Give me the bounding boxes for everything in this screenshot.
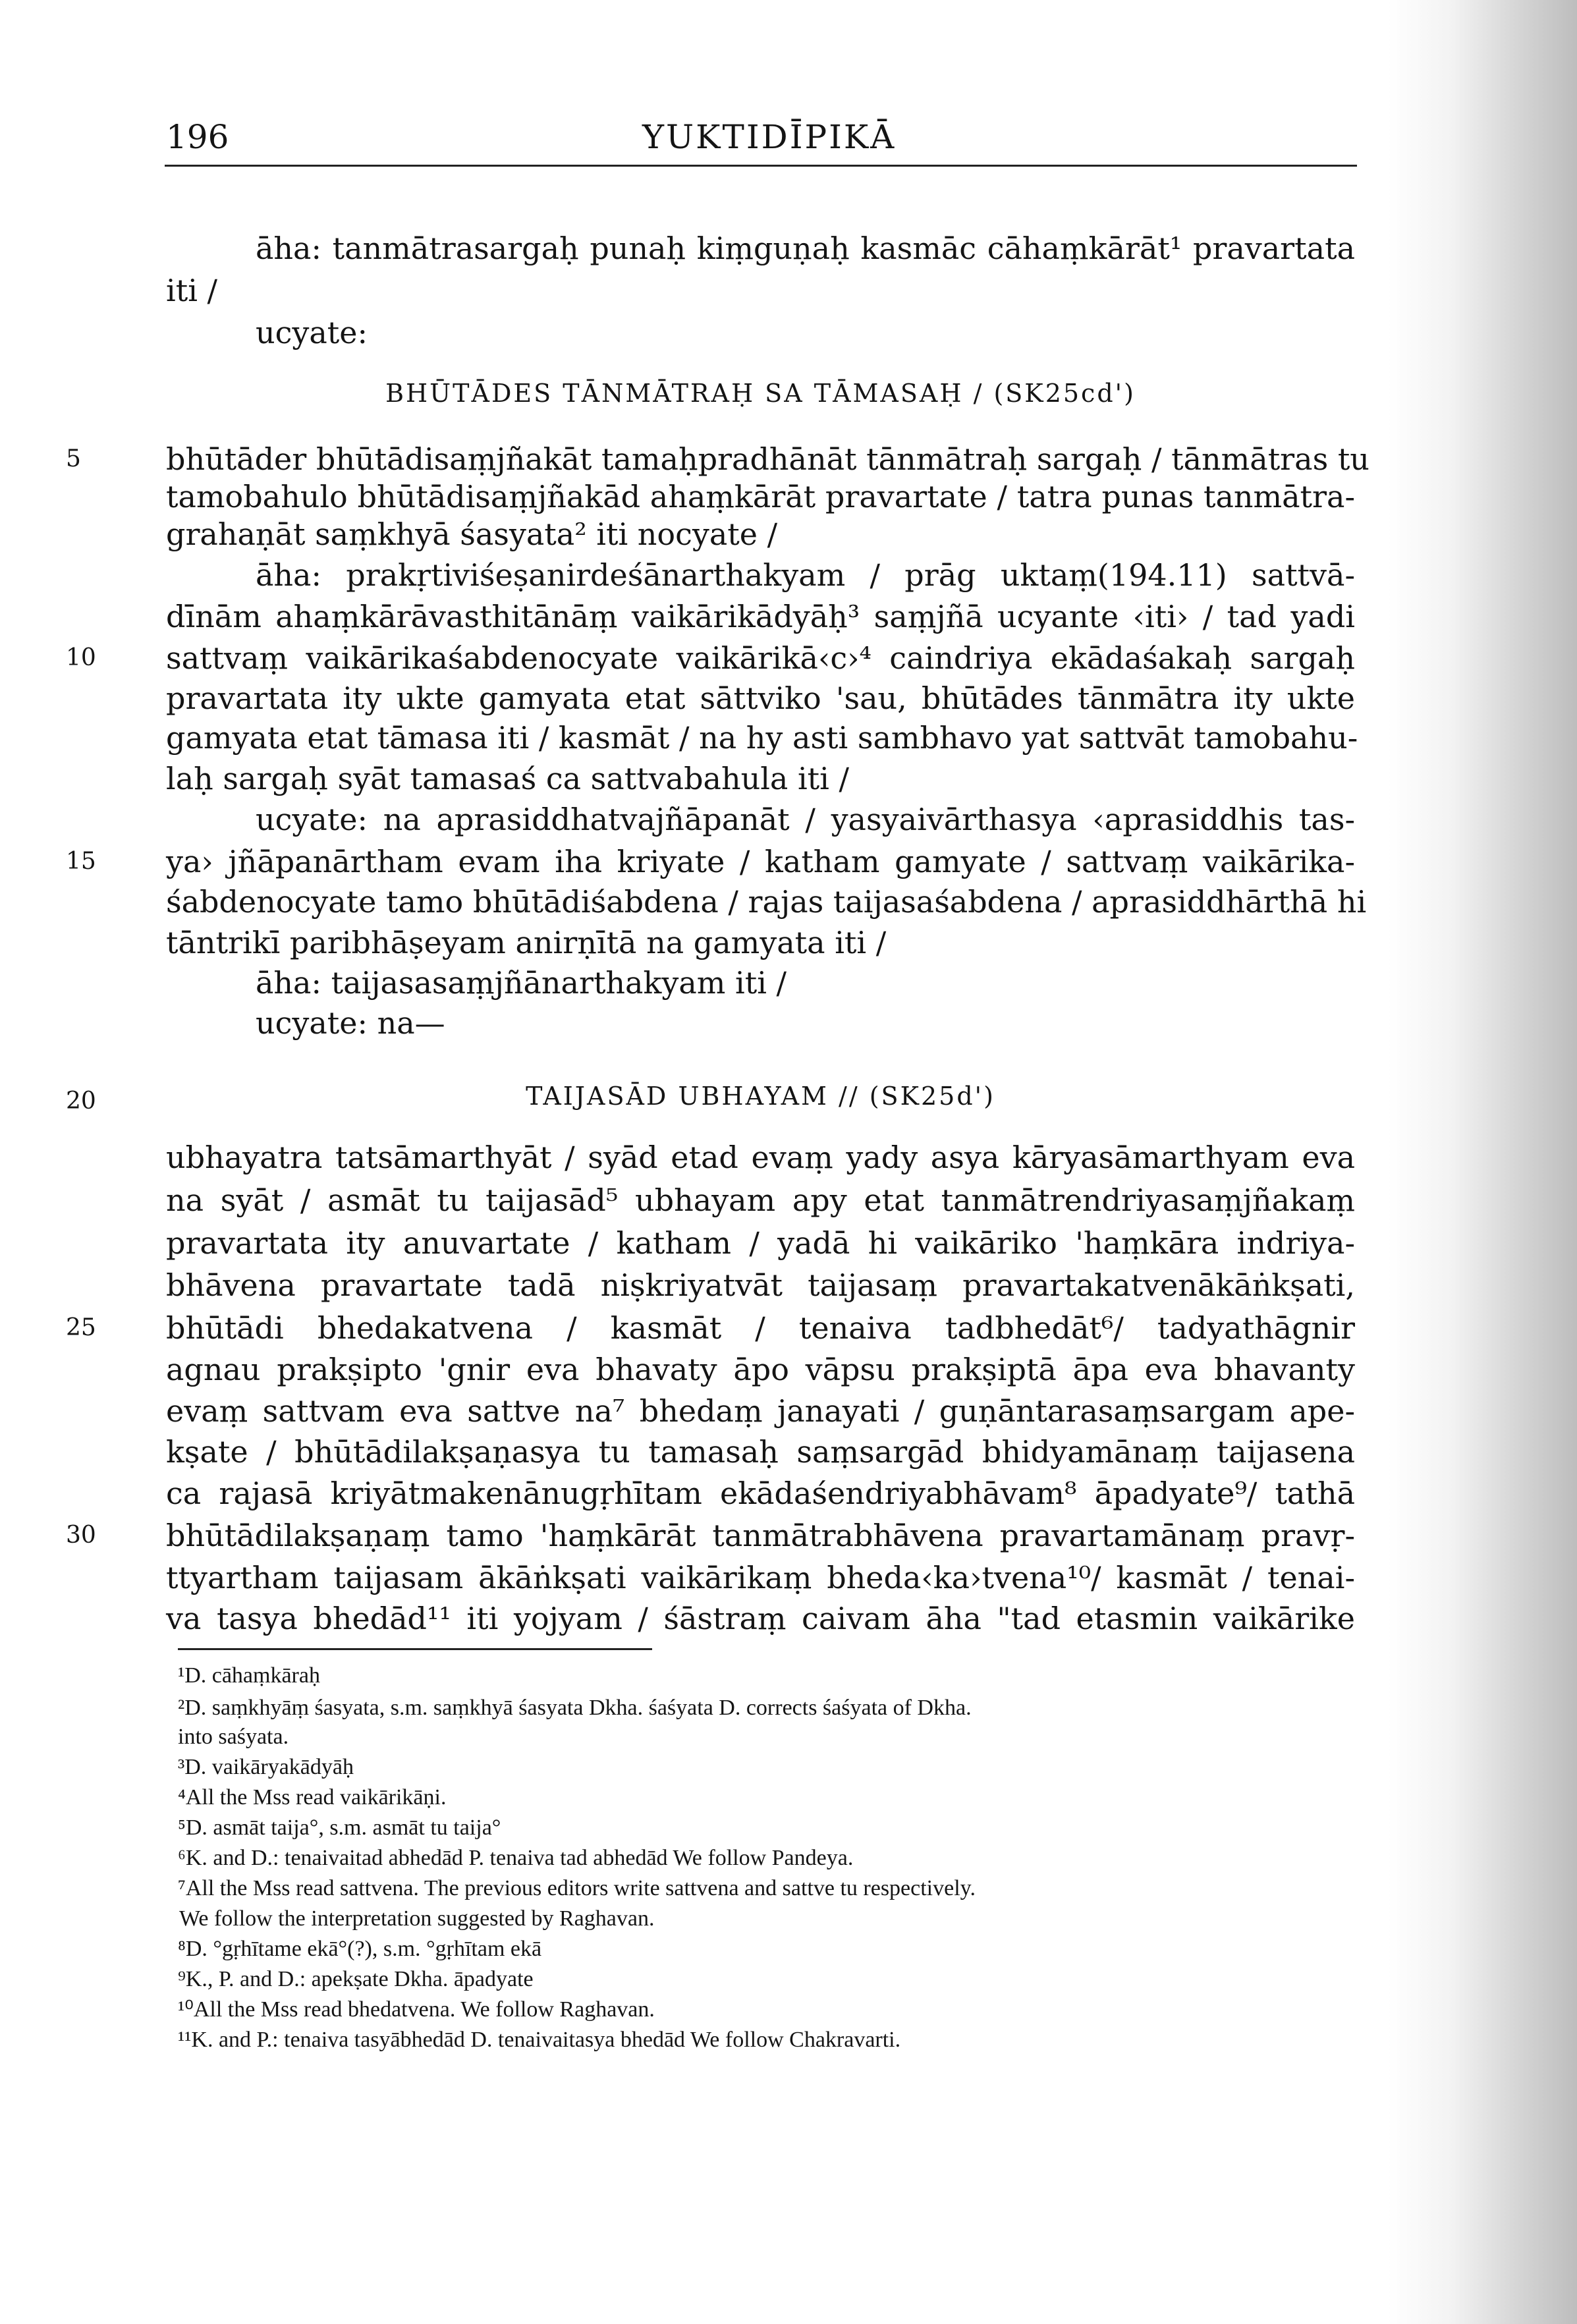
text-line: sattvaṃ vaikārikaśabdenocyate vaikārikā‹c›⁴ caindriya ekādaśakaḥ sargaḥ [166,640,1355,676]
text-line: pravartata ity anuvartate / katham / yadā hi vaikāriko 'haṃkāra indriya- [166,1225,1355,1261]
section-heading: BHŪTĀDES TĀNMĀTRAḤ SA TĀMASAḤ / (SK25cd') [385,379,1136,408]
line-number: 25 [66,1314,96,1341]
text-line: ucyate: na aprasiddhatvajñāpanāt / yasyaivārthasya ‹aprasiddhis tas- [256,802,1355,837]
text-line: evaṃ sattvam eva sattve na⁷ bhedaṃ janayati / guṇāntarasaṃsargam ape- [166,1393,1355,1429]
text-line: agnau prakṣipto 'gnir eva bhavaty āpo vāpsu prakṣiptā āpa eva bhavanty [166,1352,1355,1387]
text-line: āha: prakṛtiviśeṣanirdeśānarthakyam / prāg uktaṃ(194.11) sattvā- [256,557,1355,593]
footnote: ⁸D. °gṛhītame ekā°(?), s.m. °gṛhītam ekā [178,1937,542,1961]
footnote: ⁴All the Mss read vaikārikāṇi. [178,1785,447,1810]
line-number: 10 [66,644,96,671]
footnote: ⁷All the Mss read sattvena. The previous editors write sattvena and sattve tu respectively. [178,1876,976,1900]
text-line: pravartata ity ukte gamyata etat sāttviko 'sau, bhūtādes tānmātra ity ukte [166,680,1355,716]
text-line: na syāt / asmāt tu taijasād⁵ ubhayam apy etat tanmātrendriyasaṃjñakaṃ [166,1182,1355,1218]
footnote: ¹D. cāhaṃkāraḥ [178,1663,320,1688]
text-line: laḥ sargaḥ syāt tamasaś ca sattvabahula iti / [166,761,849,796]
footnote: We follow the interpretation suggested by Raghavan. [179,1906,655,1931]
line-number: 30 [66,1522,96,1549]
text-line: kṣate / bhūtādilakṣaṇasya tu tamasaḥ saṃsargād bhidyamānaṃ taijasena [166,1434,1355,1470]
line-number: 20 [66,1088,96,1115]
text-line: iti / [166,273,218,308]
footnote: into saśyata. [178,1725,289,1749]
text-line: ya› jñāpanārtham evam iha kriyate / katham gamyate / sattvaṃ vaikārika- [166,844,1355,879]
text-line: grahaṇāt saṃkhyā śasyata² iti nocyate / [166,516,778,552]
text-line: ubhayatra tatsāmarthyāt / syād etad evaṃ yady asya kāryasāmarthyam eva [166,1140,1355,1175]
text-line: bhūtādi bhedakatvena / kasmāt / tenaiva tadbhedāt⁶/ tadyathāgnir [166,1310,1355,1346]
footnote: ⁵D. asmāt taija°, s.m. asmāt tu taija° [178,1815,501,1840]
text-line: ucyate: [256,315,368,350]
page-number: 196 [166,118,229,156]
text-line: bhāvena pravartate tadā niṣkriyatvāt taijasaṃ pravartakatvenākāṅkṣati, [166,1267,1355,1303]
footnote: ⁹K., P. and D.: apekṣate Dkha. āpadyate [178,1967,534,1991]
line-number: 15 [66,848,96,875]
text-line: bhūtāder bhūtādisaṃjñakāt tamaḥpradhānāt tānmātraḥ sargaḥ / tānmātras tu [166,441,1370,477]
running-title: YUKTIDĪPIKĀ [642,118,897,156]
text-line: ca rajasā kriyātmakenānugṛhītam ekādaśendriyabhāvam⁸ āpadyate⁹/ tathā [166,1476,1355,1511]
text-line: āha: taijasasaṃjñānarthakyam iti / [256,965,787,1001]
text-line: va tasya bhedād¹¹ iti yojyam / śāstraṃ caivam āha "tad etasmin vaikārike [166,1601,1355,1636]
footnote: ¹⁰All the Mss read bhedatvena. We follow Raghavan. [178,1997,655,2022]
footnote: ⁶K. and D.: tenaivaitad abhedād P. tenaiva tad abhedād We follow Pandeya. [178,1846,854,1870]
text-line: tamobahulo bhūtādisaṃjñakād ahaṃkārāt pravartate / tatra punas tanmātra- [166,479,1355,514]
footnote: ³D. vaikāryakādyāḥ [178,1755,354,1779]
text-line: ucyate: na— [256,1005,445,1041]
text-line: āha: tanmātrasargaḥ punaḥ kiṃguṇaḥ kasmāc cāhaṃkārāt¹ pravartata [256,231,1355,266]
text-line: gamyata etat tāmasa iti / kasmāt / na hy asti sambhavo yat sattvāt tamobahu- [166,720,1358,756]
text-line: dīnām ahaṃkārāvasthitānāṃ vaikārikādyāḥ³ saṃjñā ucyante ‹iti› / tad yadi [166,599,1355,634]
footnote: ²D. saṃkhyāṃ śasyata, s.m. saṃkhyā śasyata Dkha. śaśyata D. corrects śaśyata of Dkha. [178,1696,972,1720]
section-heading: TAIJASĀD UBHAYAM // (SK25d') [526,1082,995,1111]
footnote: ¹¹K. and P.: tenaiva tasyābhedād D. tenaivaitasya bhedād We follow Chakravarti. [178,2028,901,2052]
text-line: ttyartham taijasam ākāṅkṣati vaikārikaṃ bheda‹ka›tvena¹⁰/ kasmāt / tenai- [166,1560,1355,1595]
header-rule [165,165,1357,167]
text-line: bhūtādilakṣaṇaṃ tamo 'haṃkārāt tanmātrabhāvena pravartamānaṃ pravṛ- [166,1518,1355,1553]
line-number: 5 [66,445,81,472]
text-line: śabdenocyate tamo bhūtādiśabdena / rajas taijasaśabdena / aprasiddhārthā hi [166,884,1367,920]
footnote-rule [178,1648,652,1650]
text-line: tāntrikī paribhāṣeyam anirṇītā na gamyata iti / [166,925,887,960]
